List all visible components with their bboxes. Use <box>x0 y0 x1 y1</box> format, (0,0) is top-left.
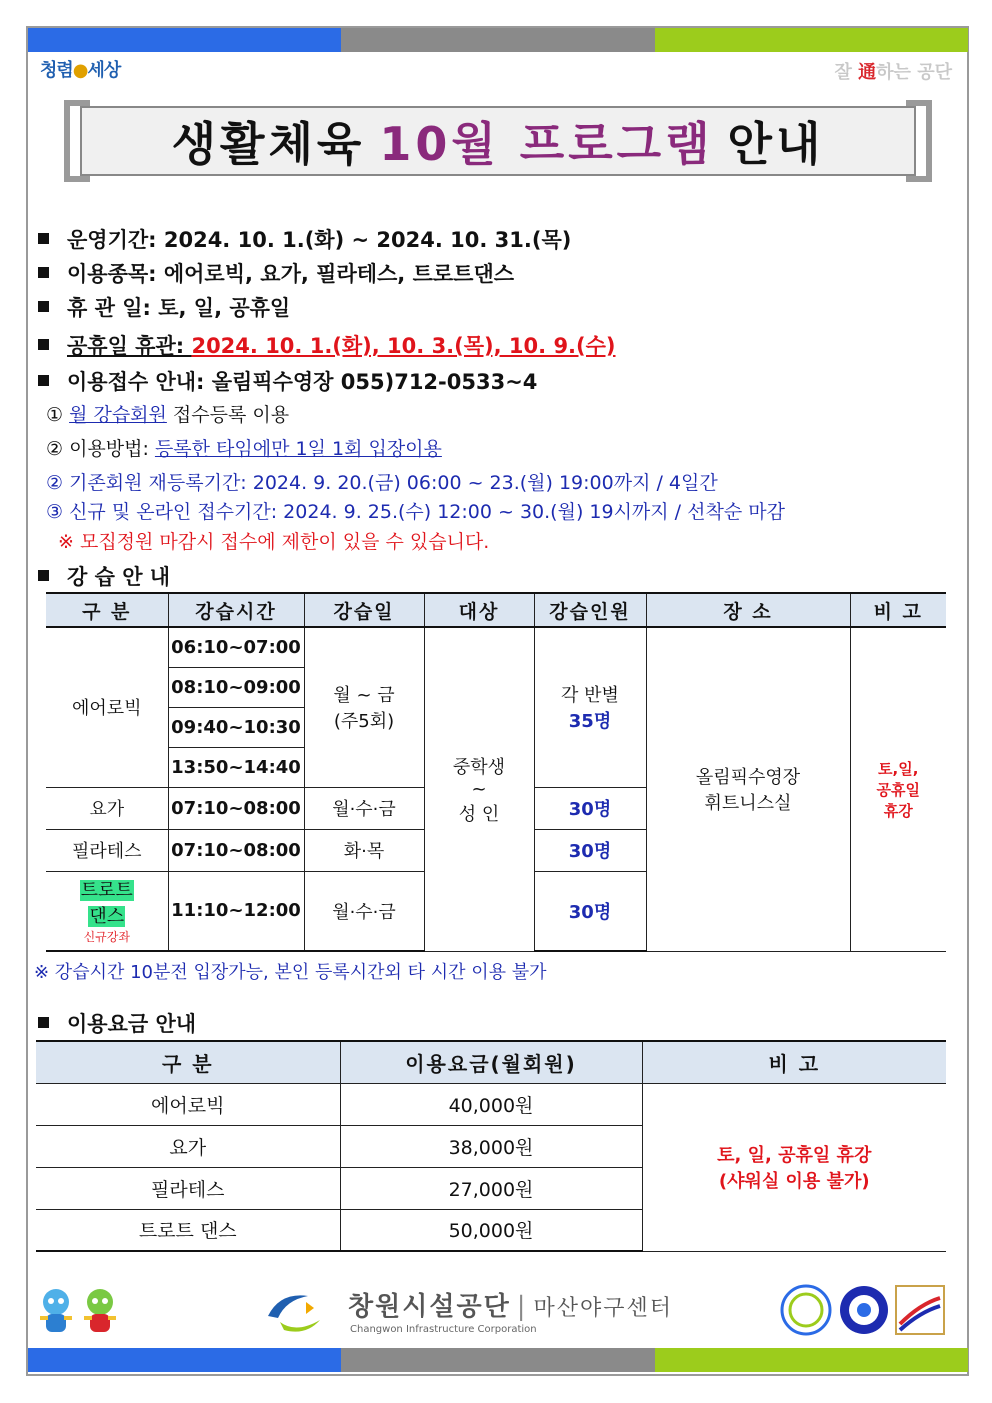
lesson-table <box>46 592 946 952</box>
note-2: ② 이용방법: 등록한 타임에만 1일 1회 입장이용 <box>46 438 442 460</box>
table-row: 요가 07:10~08:00 월·수·금 30명 <box>46 787 946 829</box>
note-3: ② 기존회원 재등록기간: 2024. 9. 20.(금) 06:00 ~ 23.(월) 19:00까지 / 4일간 <box>46 472 718 494</box>
table-row: 트로트 댄스 신규강좌 11:10~12:00 월·수·금 30명 <box>46 871 946 951</box>
ccm-badge-icon <box>780 1284 832 1336</box>
note-1: ① 월 강습회원 접수등록 이용 <box>46 404 290 426</box>
cheongryeom-logo: 청렴●세상 <box>40 60 121 81</box>
fee-table-header: 구 분 이용요금(월회원) 비 고 <box>36 1041 946 1083</box>
table-row: 에어로빅 40,000원 토, 일, 공휴일 휴강 (샤워실 이용 불가) <box>36 1083 946 1125</box>
table-row: 에어로빅 06:10~07:00 월 ~ 금 (주5회) 중학생 ~ 성 인 각 반별 35명 올림픽수영장 휘트니스실 토,일, 공휴일 휴강 <box>46 627 946 667</box>
footer <box>28 1278 968 1344</box>
fee-table <box>36 1040 946 1252</box>
fee-section-title: 이용요금 안내 <box>38 1008 196 1038</box>
info-reception: 이용접수 안내: 올림픽수영장 055)712-0533~4 <box>38 366 537 396</box>
corporation-logo-icon <box>260 1286 330 1338</box>
info-closed: 휴 관 일: 토, 일, 공휴일 <box>38 292 290 322</box>
info-period: 운영기간: 2024. 10. 1.(화) ~ 2024. 10. 31.(목) <box>38 224 571 254</box>
note-4: ③ 신규 및 온라인 접수기간: 2024. 9. 25.(수) 12:00 ~ 30.(월) 19시까지 / 선착순 마감 <box>46 501 785 523</box>
note-5: ※ 모집정원 마감시 접수에 제한이 있을 수 있습니다. <box>58 531 490 553</box>
info-items: 이용종목: 에어로빅, 요가, 필라테스, 트로트댄스 <box>38 258 514 288</box>
table-row: 13:50~14:40 <box>46 747 946 787</box>
table-row: 08:10~09:00 <box>46 667 946 707</box>
page-title: 생활체육 10월 프로그램 안내 <box>70 100 926 182</box>
table-row: 요가 38,000원 <box>36 1125 946 1167</box>
table-row: 트로트 댄스 50,000원 <box>36 1209 946 1251</box>
corporation-name: 창원시설공단 | 마산야구센터 <box>348 1292 673 1322</box>
lesson-table-header: 구 분 강습시간 강습일 대상 강습인원 장 소 비 고 <box>46 593 946 627</box>
mascot-icon <box>36 1286 76 1338</box>
lesson-footnote: ※ 강습시간 10분전 입장가능, 본인 등록시간외 타 시간 이용 불가 <box>34 962 547 983</box>
mascot-icon <box>80 1286 120 1338</box>
slogan-logo: 잘 通하는 공단 <box>834 62 952 83</box>
table-row: 필라테스 27,000원 <box>36 1167 946 1209</box>
table-row: 필라테스 07:10~08:00 화·목 30명 <box>46 829 946 871</box>
corporation-english-name: Changwon Infrastructure Corporation <box>350 1324 537 1335</box>
lesson-section-title: 강 습 안 내 <box>38 561 170 591</box>
certification-badge-icon <box>894 1284 946 1336</box>
info-holiday: 공휴일 휴관: 2024. 10. 1.(화), 10. 3.(목), 10. 9.(수) <box>38 330 616 360</box>
table-row: 09:40~10:30 <box>46 707 946 747</box>
bottom-color-bar <box>28 1348 968 1372</box>
human-rights-badge-icon <box>838 1284 890 1336</box>
top-color-bar <box>28 28 968 52</box>
